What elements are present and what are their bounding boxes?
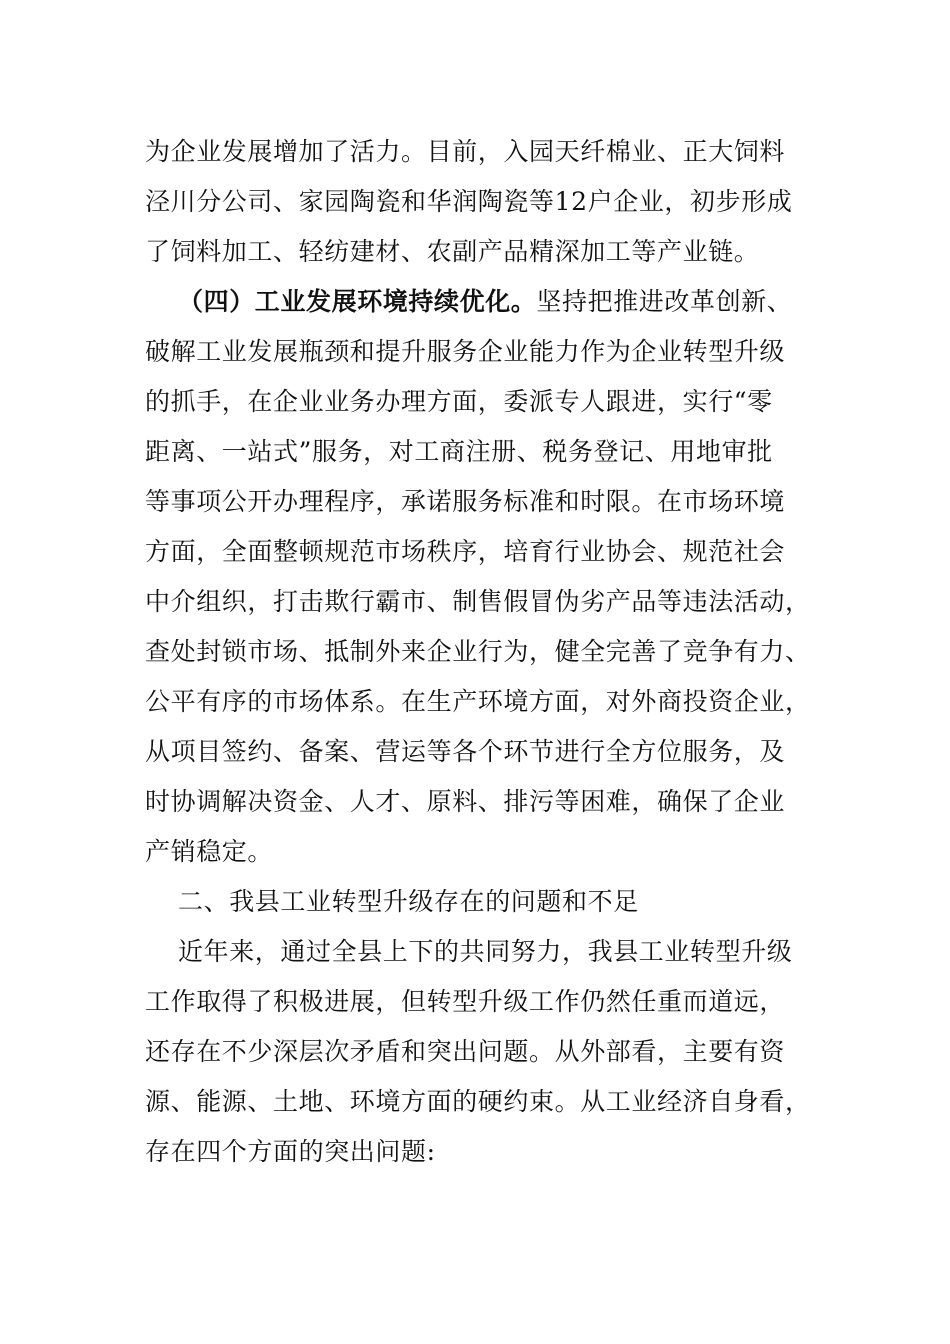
paragraph-line: 的抓手，在企业业务办理方面，委派专人跟进，实行“零 bbox=[145, 387, 773, 416]
paragraph-line: 中介组织，打击欺行霸市、制售假冒伪劣产品等违法活动， bbox=[145, 587, 811, 616]
paragraph-line: 查处封锁市场、抵制外来企业行为，健全完善了竞争有力、 bbox=[145, 637, 811, 666]
subsection-heading: （四）工业发展环境持续优化。 bbox=[178, 287, 537, 316]
paragraph-line: 存在四个方面的突出问题: bbox=[145, 1137, 436, 1166]
section-heading: 二、我县工业转型升级存在的问题和不足 bbox=[178, 887, 639, 916]
paragraph-text: 坚持把推进改革创新、 bbox=[536, 287, 793, 316]
paragraph-line: 近年来，通过全县上下的共同努力，我县工业转型升级 bbox=[178, 937, 793, 966]
paragraph-line: 源、能源、土地、环境方面的硬约束。从工业经济自身看， bbox=[145, 1087, 811, 1116]
paragraph-line: 方面，全面整顿规范市场秩序，培育行业协会、规范社会 bbox=[145, 537, 786, 566]
paragraph-line: 公平有序的市场体系。在生产环境方面，对外商投资企业， bbox=[145, 687, 811, 716]
paragraph-line: 从项目签约、备案、营运等各个环节进行全方位服务，及 bbox=[145, 737, 786, 766]
paragraph-line: 泾川分公司、家园陶瓷和华润陶瓷等12户企业，初步形成 bbox=[145, 187, 793, 216]
paragraph-line: 产销稳定。 bbox=[145, 837, 274, 866]
paragraph-line: 时协调解决资金、人才、原料、排污等困难，确保了企业 bbox=[145, 787, 786, 816]
paragraph-line: 破解工业发展瓶颈和提升服务企业能力作为企业转型升级 bbox=[145, 337, 786, 366]
paragraph-line: 距离、一站式”服务，对工商注册、税务登记、用地审批 bbox=[145, 437, 773, 466]
paragraph-line: 等事项公开办理程序，承诺服务标准和时限。在市场环境 bbox=[145, 487, 786, 516]
paragraph-line: 了饲料加工、轻纺建材、农副产品精深加工等产业链。 bbox=[145, 237, 760, 266]
paragraph-line: 为企业发展增加了活力。目前，入园天纤棉业、正大饲料 bbox=[145, 137, 786, 166]
paragraph-line: 工作取得了积极进展，但转型升级工作仍然任重而道远， bbox=[145, 987, 786, 1016]
paragraph-line bbox=[178, 286, 792, 318]
paragraph-line: 还存在不少深层次矛盾和突出问题。从外部看，主要有资 bbox=[145, 1037, 786, 1066]
